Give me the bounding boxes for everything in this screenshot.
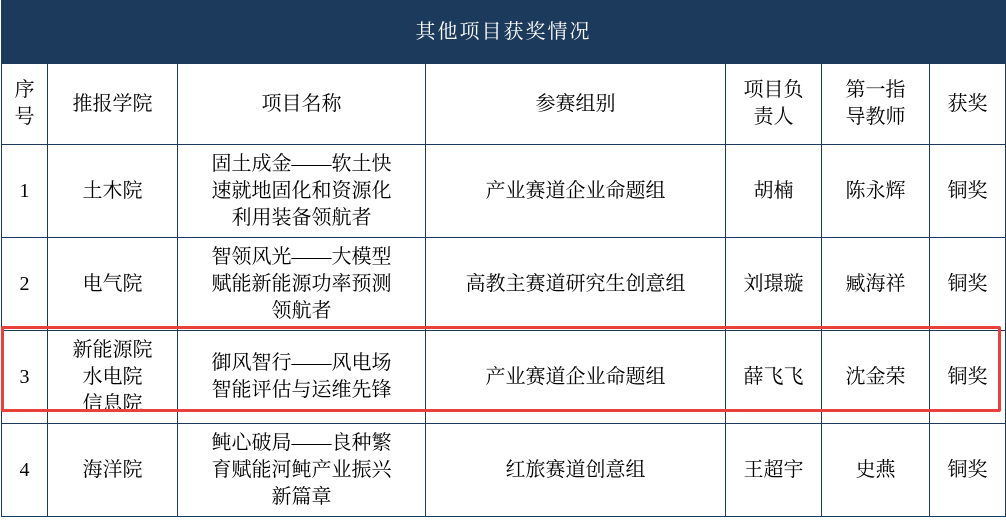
cell-index: 4 (2, 424, 48, 517)
table-title: 其他项目获奖情况 (2, 1, 1006, 64)
table-row (2, 238, 1006, 331)
cell-group: 红旅赛道创意组 (426, 424, 726, 517)
cell-college-line-1: 新能源院 (72, 338, 153, 361)
column-header-group: 参赛组别 (426, 64, 726, 145)
cell-project-line-3: 领航者 (271, 299, 332, 322)
cell-award: 铜奖 (930, 331, 1006, 424)
column-header-teacher-line-1: 第一指 (845, 79, 906, 101)
column-header-leader (726, 64, 822, 145)
cell-college (48, 331, 178, 424)
cell-college-line-1: 电气院 (82, 272, 143, 295)
cell-group: 产业赛道企业命题组 (426, 331, 726, 424)
column-header-teacher-line-2: 导教师 (845, 106, 906, 128)
cell-teacher: 陈永辉 (822, 145, 930, 238)
cell-project-line-1: 御风智行——风电场 (211, 352, 392, 374)
table-row-highlighted (2, 331, 1006, 424)
column-header-college: 推报学院 (48, 64, 178, 145)
cell-project (178, 145, 426, 238)
cell-leader: 王超宇 (726, 424, 822, 517)
cell-project-line-2: 赋能新能源功率预测 (211, 272, 392, 295)
column-header-project: 项目名称 (178, 64, 426, 145)
cell-college-line-3: 信息院 (82, 392, 143, 415)
cell-project-line-2: 智能评估与运维先锋 (211, 379, 392, 401)
cell-index: 2 (2, 238, 48, 331)
cell-project-line-3: 新篇章 (271, 485, 332, 508)
column-header-leader-line-2: 责人 (753, 106, 794, 128)
cell-award: 铜奖 (930, 145, 1006, 238)
cell-project-line-1: 鲀心破局——良种繁 (211, 431, 392, 454)
table-title-row (2, 1, 1006, 64)
column-header-index (2, 64, 48, 145)
cell-project-line-2: 速就地固化和资源化 (211, 179, 392, 202)
cell-project-line-2: 育赋能河鲀产业振兴 (211, 458, 392, 481)
cell-award: 铜奖 (930, 424, 1006, 517)
column-header-index-line-1: 序 (14, 79, 35, 101)
cell-index: 3 (2, 331, 48, 424)
column-header-index-line-2: 号 (14, 106, 35, 128)
award-table (1, 0, 1006, 517)
cell-project (178, 238, 426, 331)
cell-project-line-1: 固土成金——软土快 (211, 152, 392, 175)
cell-project-line-1: 智领风光——大模型 (211, 245, 392, 268)
cell-college-line-1: 土木院 (82, 179, 143, 202)
cell-college-line-2: 水电院 (82, 365, 143, 388)
column-header-leader-line-1: 项目负 (743, 79, 804, 101)
cell-leader: 薛飞飞 (726, 331, 822, 424)
cell-teacher: 史燕 (822, 424, 930, 517)
cell-leader: 胡楠 (726, 145, 822, 238)
cell-college (48, 424, 178, 517)
cell-college-line-1: 海洋院 (82, 458, 143, 481)
cell-award: 铜奖 (930, 238, 1006, 331)
table-header-row (2, 64, 1006, 145)
cell-group: 高教主赛道研究生创意组 (426, 238, 726, 331)
cell-project-line-3: 利用装备领航者 (231, 206, 372, 229)
cell-project (178, 331, 426, 424)
cell-teacher: 沈金荣 (822, 331, 930, 424)
cell-project (178, 424, 426, 517)
cell-group: 产业赛道企业命题组 (426, 145, 726, 238)
column-header-teacher (822, 64, 930, 145)
table-row (2, 145, 1006, 238)
cell-leader: 刘璟璇 (726, 238, 822, 331)
cell-teacher: 臧海祥 (822, 238, 930, 331)
table-row (2, 424, 1006, 517)
column-header-award: 获奖 (930, 64, 1006, 145)
cell-index: 1 (2, 145, 48, 238)
cell-college (48, 238, 178, 331)
cell-college (48, 145, 178, 238)
